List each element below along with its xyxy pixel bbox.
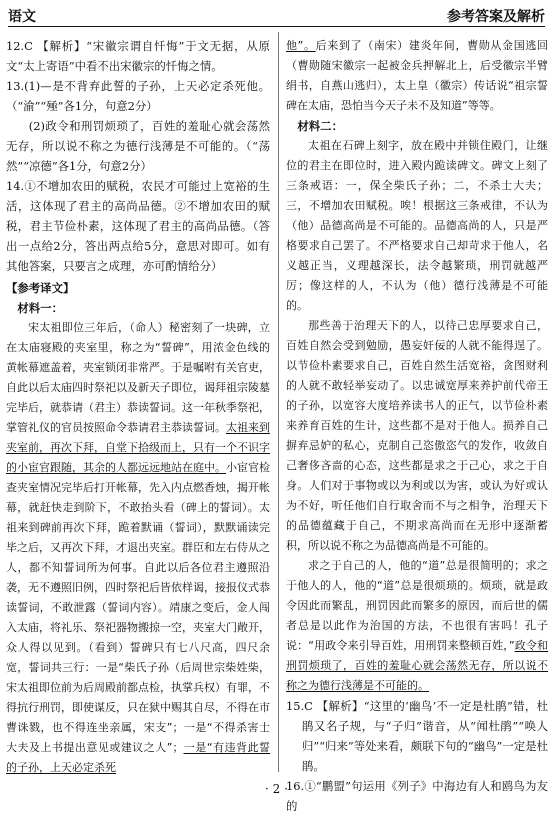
left-column [6,36,270,774]
material-one-label: 材料一： [17,301,63,315]
page-header [8,4,545,27]
section-title: 参考答案及解析 [447,9,545,25]
answer-16: 16.①“鹏盟”句运用《列子》中海边有人和鸥鸟为友的 [286,779,548,813]
material-one-underlined: 太祖来到夹室前，再次下拜，自堂下拾级而上，只有一个不识字的小宦官跟随，其余的人都远远地站在庭中。 [6,421,270,474]
material-two-p3-plain: 求之于自己的人，他的“道”总是很简明的；求之于他人的人，他的“道”总是很烦琐的。烦琐，就是政令因此而繁乱，刑罚因此而繁多的原因，而后世的儒者总是以此作为治国的方法，不也很有害吗！孔子说：“用政令来引导百姓，用刑罚来整顿百姓，” [286,559,548,652]
answer-13-1: 13.(1)—是不背弃此誓的子孙，上天必定杀死他。（“渝”“殛”各1分，句意2分） [6,79,270,113]
material-one-tail: 一是“有违背此誓的子孙，上天必定杀死 [6,741,271,774]
translation-heading: 【参考译文】 [6,281,75,295]
material-two-para-1: 太祖在石碑上刻字，放在殿中并锁住殿门，让继位的君主在即位时，进入殿内跪读碑文。碑文上刻了三条戒语：一，保全柴氏子孙；二，不杀士大夫；三，不增加农田赋税。唉！根据这三条戒律，不认为（他）品德高尚是不可能的。品德高尚的人，只是严格要求自己罢了。不严格要求自己却苛求于他人，名义越正当，义理越深长，法令越繁琐，刑罚就越严厉；像这样的人，不认为（他）德行浅薄是不可能的。 [286,139,548,312]
answer-13-2: (2)政令和刑罚烦琐了，百姓的羞耻心就会荡然无存，所以说不称之为德行浅薄是不可能的。（“荡然”“凉德”各1分，句意2分） [6,119,270,173]
material-two-label: 材料二： [297,119,343,133]
material-two-para-3 [286,556,548,696]
answer-12: 12.C 【解析】“宋徽宗谓自忏悔”于文无据，从原文“太上寄语”中看不出宋徽宗的忏悔之情。 [6,39,270,73]
answer-14: 14.①不增加农田的赋税，农民才可能过上宽裕的生活，这体现了君主的高尚品德。②不增加农田的赋税，君主节俭朴素，这体现了君主的高尚品德。（答出一点给2分，答出两点给5分，意思对即可。如有其他答案，只要言之成理，亦可酌情给分） [6,179,270,273]
material-one-text [6,318,270,778]
material-one-continued [286,36,548,116]
material-two-p3-underlined: 政令和刑罚烦琐了，百姓的羞耻心就会荡然无存，所以说不称之为德行浅薄是不可能的。 [286,639,548,692]
material-one-plain: 宋太祖即位三年后，（命人）秘密刻了一块碑，立在太庙寝殿的夹室里，称之为“誓碑”，用浓金色线的黄帐幕遮盖着，夹室锁闭非常严。于是嘱咐有关官吏，自此以后太庙四时祭祀以及新天子即位，谒拜祖宗陵墓完毕后，就恭请（君主）恭读誓词。这一年秋季祭祀，掌管礼仪的官员按照命令恭请君主恭读誓词。 [6,321,270,434]
material-one-cont-underlined: 他”。 [286,39,316,52]
column-divider [278,32,279,772]
material-one-cont-text: 后来到了（南宋）建炎年间，曹勋从金国逃回（曹勋随宋徽宗一起被金兵押解北上，后受徽宗半臂绢书，自燕山逃归），太上皇（徽宗）传话说“祖宗誓碑在太庙，恐怕当今天子未不及知道”等等。 [286,39,549,112]
answer-15: 15.C 【解析】“这里的‘幽鸟’不一定是杜鹃”错，杜鹃又名子规，与“子归”谐音，从“闻杜鹃”“唤人归”“归来”等处来看，颇联下句的“幽鸟”一定是杜鹃。 [286,699,548,773]
material-two-para-2: 那些善于治理天下的人，以待己忠厚要求自己，百姓自然会受到勉励，愚妄奸佞的人就不能得逞了。以节俭朴素要求自己，百姓自然生活宽裕，贪图财利的人就不敢轻举妄动了。以忠诚宽厚来养护前代帝王的子孙，以宽容大度培养读书人的正气，以节俭朴素来养育百姓的生计，这些都不是对于他人。损养自己摒弃忌妒的私心，克制自己恣傲恣气的发作，收敛自己奢侈吝啬的心态，这些都是求之于己心，求之于自身。人们对于事物或以为利或以为害，或认为好或认为不好，听任他们自行取舍而不与之相争，治理天下的品德蕴藏于自己，不期求高尚而在无形中逐渐蓄积，所以说不称之为品德高尚是不可能的。 [286,319,548,552]
right-column [286,36,549,813]
subject-label: 语文 [8,9,36,25]
page-number: · 2 · [265,782,288,796]
material-one-rest: 小宦官检查夹室情况完毕后打开帐幕，先入内点燃香烛，揭开帐幕，就赶快走到阶下，不敢抬头看（碑上的誓词）。太祖来到碑前再次下拜，跪着默诵（誓词），默默诵读完毕之后，又再次下拜，才退出夹室。群臣和左右侍从之人，都不知誓词所为何事。自此以后各位君主遵照沿袭，无不遵照旧例，四时祭祀后皆依样谒，接报仪式恭读誓词，不敢泄露（誓词内容）。靖康之变后，金人闯入太庙，将礼乐、祭祀器物搬掠一空，夹室大门敞开，众人得以见到。（看到）誓碑只有七八尺高，四尺余宽，誓词共三行：一是“柴氏子孙（后周世宗柴姓柴，宋太祖即位前为后周殿前都点检，执掌兵权）有罪，不得抗行刑罚，即使谋反，只在狱中赐其自尽，不得在市曹诛戮，也不得连坐亲属，宋支”；一是“不得杀害士大夫及上书提出意见或建议之人”； [6,461,270,754]
